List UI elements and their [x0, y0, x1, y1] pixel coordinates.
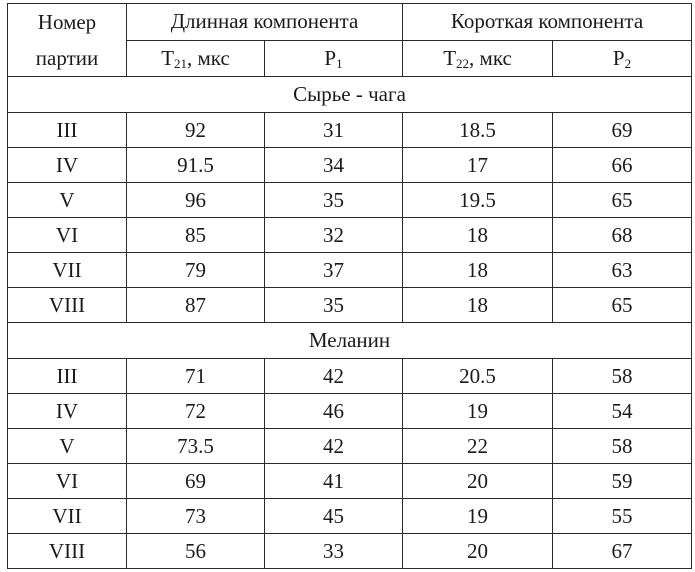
p1-cell: 46: [265, 394, 403, 429]
t21-cell: 96: [127, 183, 265, 218]
p1-cell: 42: [265, 359, 403, 394]
table-row: [8, 253, 692, 288]
table-row: [8, 359, 692, 394]
p1-header: $P_1$: [265, 40, 403, 77]
table-row: [8, 113, 692, 148]
batch-header-line1: Номер: [37, 10, 97, 34]
t22-cell: 20.5: [403, 359, 553, 394]
section-title: Сырье - чага: [8, 77, 692, 113]
p1-cell: 32: [265, 218, 403, 253]
t21-cell: 69: [127, 464, 265, 499]
short-component-header: Короткая компонента: [403, 4, 692, 41]
batch-cell: VI: [8, 464, 127, 499]
t22-cell: 18: [403, 218, 553, 253]
table-row: [8, 148, 692, 183]
t22-cell: 19: [403, 394, 553, 429]
p2-cell: 58: [553, 359, 692, 394]
p1-cell: 41: [265, 464, 403, 499]
p2-cell: 58: [553, 429, 692, 464]
batch-cell: IV: [8, 148, 127, 183]
table-body: [8, 77, 692, 569]
p2-cell: 63: [553, 253, 692, 288]
batch-header-line2: партии: [35, 46, 99, 70]
t22-cell: 20: [403, 534, 553, 569]
table-row: [8, 429, 692, 464]
p2-cell: 65: [553, 183, 692, 218]
t22-cell: 17: [403, 148, 553, 183]
t22-cell: 20: [403, 464, 553, 499]
t21-cell: 85: [127, 218, 265, 253]
t22-header: $T_{22}$, мкс: [403, 40, 553, 77]
batch-cell: VIII: [8, 534, 127, 569]
data-table: [7, 3, 692, 569]
t22-cell: 19: [403, 499, 553, 534]
batch-cell: V: [8, 429, 127, 464]
t21-cell: 72: [127, 394, 265, 429]
batch-cell: III: [8, 359, 127, 394]
long-component-header: Длинная компонента: [127, 4, 403, 41]
t22-cell: 19.5: [403, 183, 553, 218]
t22-cell: 18: [403, 253, 553, 288]
p1-cell: 42: [265, 429, 403, 464]
t22-cell: 18.5: [403, 113, 553, 148]
p2-cell: 66: [553, 148, 692, 183]
batch-cell: III: [8, 113, 127, 148]
t21-cell: 87: [127, 288, 265, 323]
batch-cell: VII: [8, 499, 127, 534]
t21-cell: 91.5: [127, 148, 265, 183]
table-row: [8, 534, 692, 569]
t21-cell: 79: [127, 253, 265, 288]
table-row: [8, 288, 692, 323]
p2-cell: 55: [553, 499, 692, 534]
p2-cell: 67: [553, 534, 692, 569]
p1-cell: 37: [265, 253, 403, 288]
t21-cell: 56: [127, 534, 265, 569]
p2-cell: 59: [553, 464, 692, 499]
p1-cell: 35: [265, 183, 403, 218]
t21-cell: 71: [127, 359, 265, 394]
p2-cell: 54: [553, 394, 692, 429]
table-row: [8, 183, 692, 218]
p1-cell: 33: [265, 534, 403, 569]
p2-cell: 68: [553, 218, 692, 253]
batch-cell: V: [8, 183, 127, 218]
table-row: [8, 464, 692, 499]
batch-cell: IV: [8, 394, 127, 429]
p1-cell: 31: [265, 113, 403, 148]
p2-cell: 65: [553, 288, 692, 323]
header-row-top: [8, 4, 692, 41]
p2-cell: 69: [553, 113, 692, 148]
p1-cell: 34: [265, 148, 403, 183]
t22-cell: 22: [403, 429, 553, 464]
p1-cell: 45: [265, 499, 403, 534]
batch-cell: VIII: [8, 288, 127, 323]
section-row: [8, 77, 692, 113]
table-row: [8, 394, 692, 429]
t21-cell: 73: [127, 499, 265, 534]
section-title: Меланин: [8, 323, 692, 359]
t22-cell: 18: [403, 288, 553, 323]
p1-cell: 35: [265, 288, 403, 323]
t21-header: $T_{21}$, мкс: [127, 40, 265, 77]
batch-cell: VI: [8, 218, 127, 253]
table-row: [8, 218, 692, 253]
section-row: [8, 323, 692, 359]
p2-header: $P_2$: [553, 40, 692, 77]
t21-cell: 73.5: [127, 429, 265, 464]
batch-cell: VII: [8, 253, 127, 288]
table-row: [8, 499, 692, 534]
t21-cell: 92: [127, 113, 265, 148]
batch-number-header: [8, 4, 127, 77]
